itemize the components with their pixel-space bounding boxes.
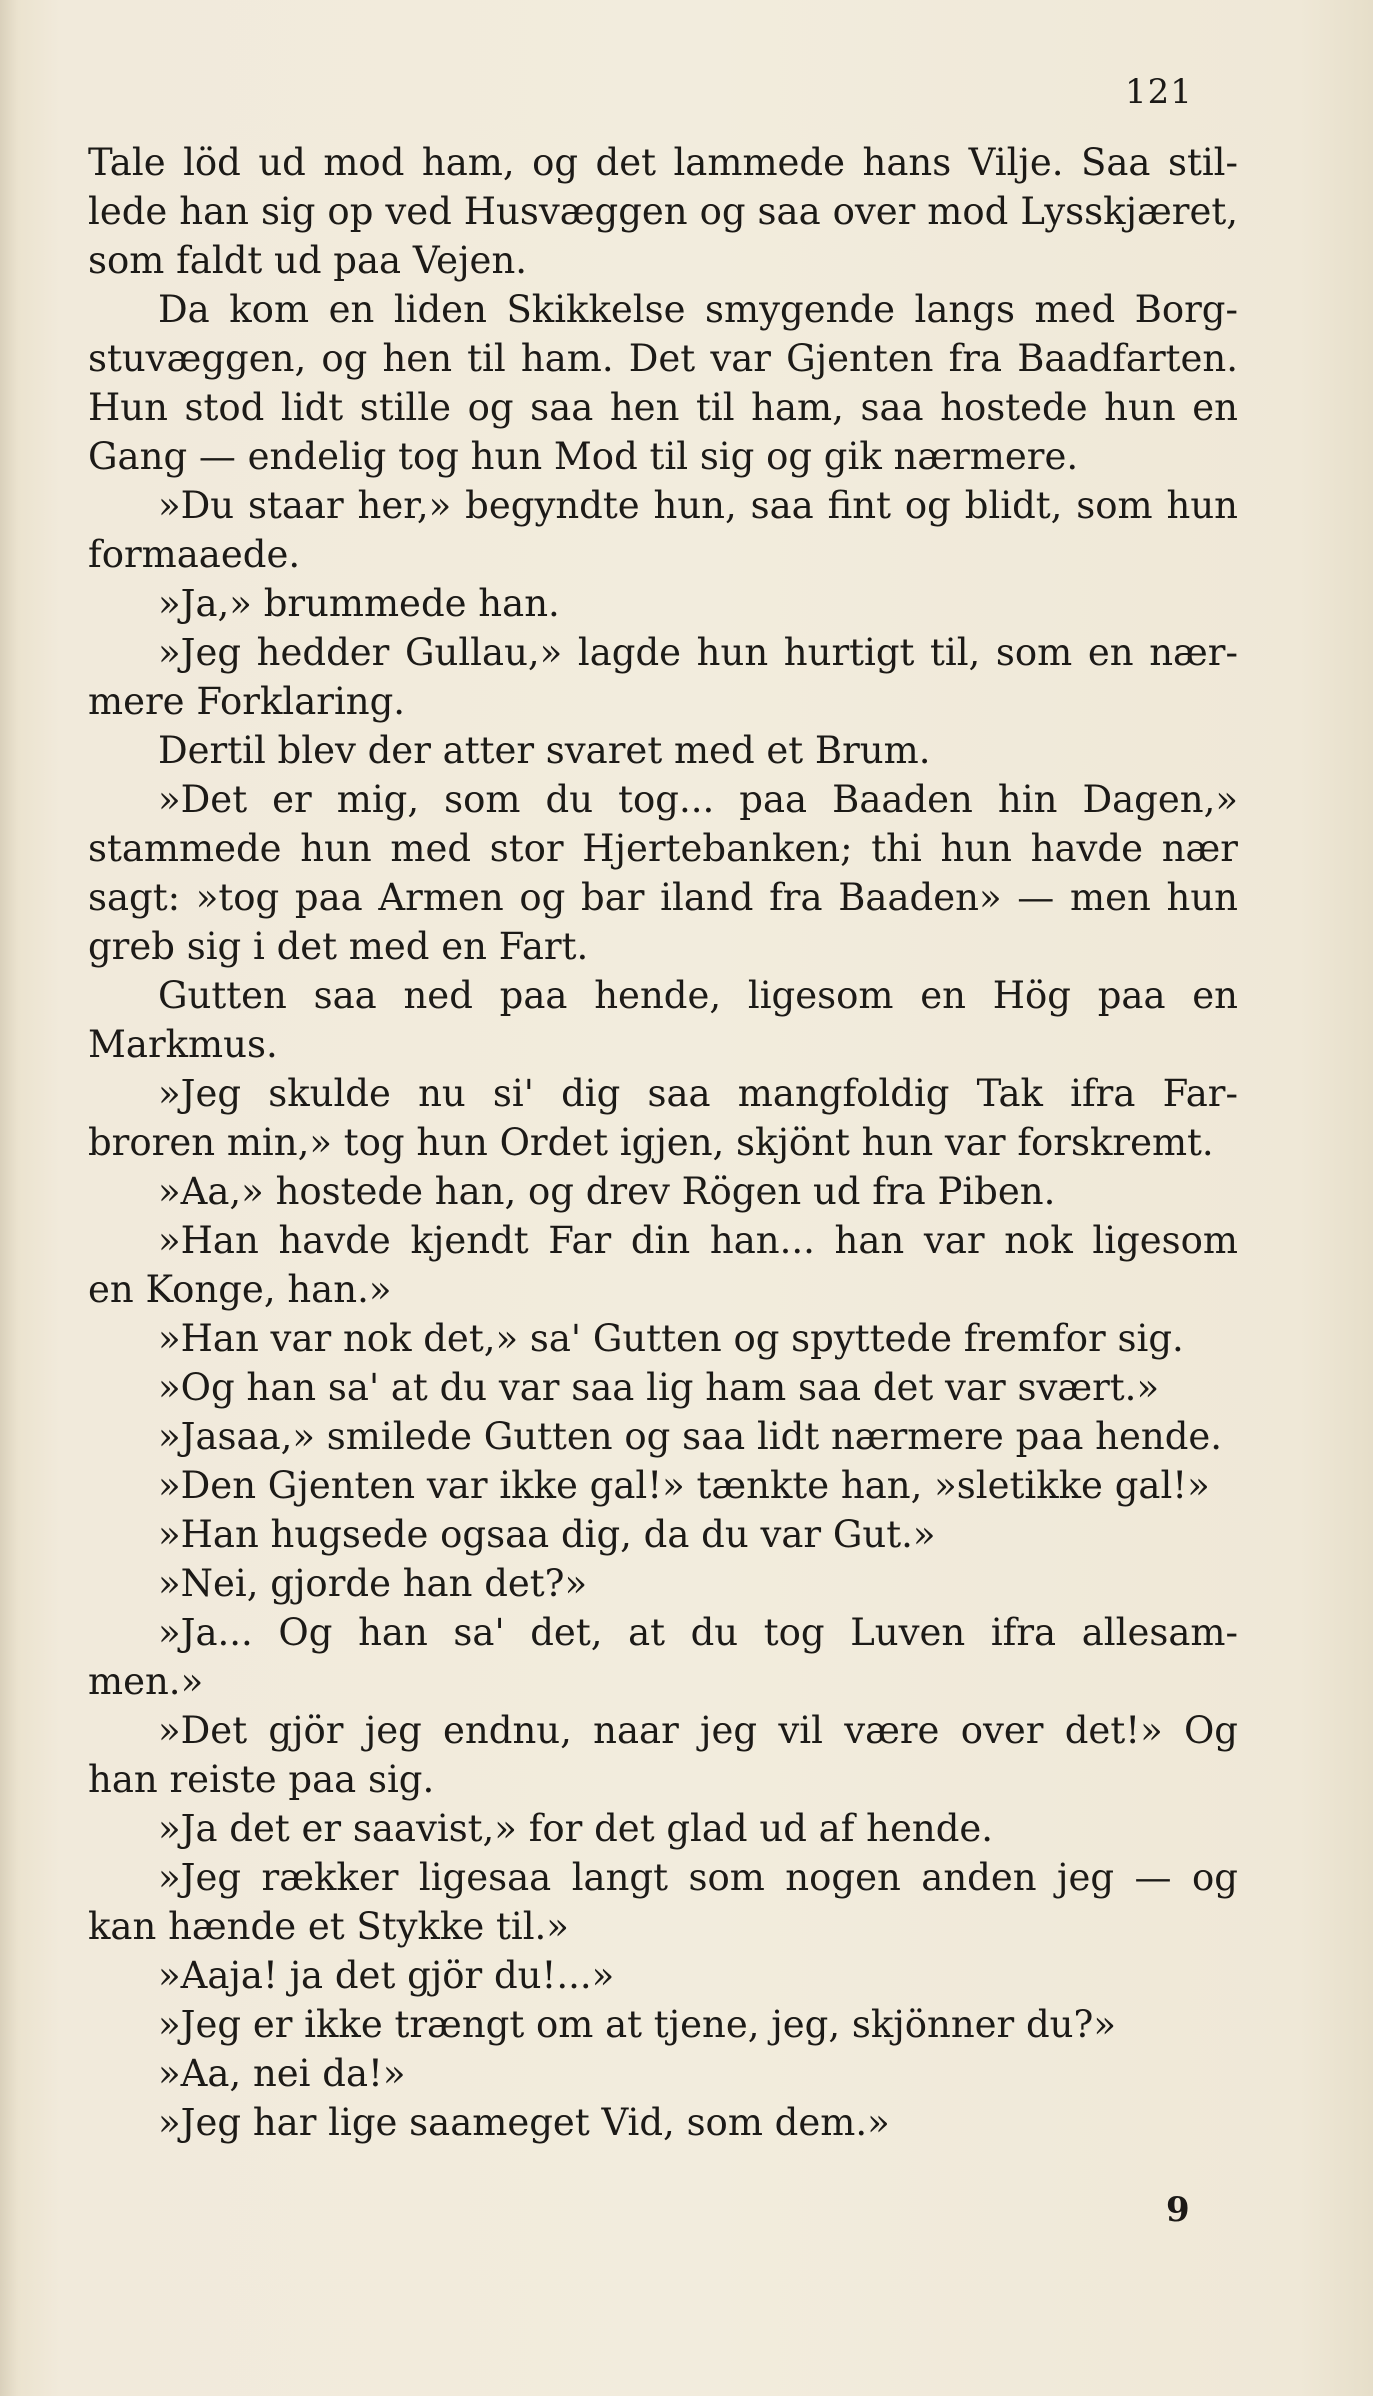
text-line: Da kom en liden Skikkelse smygende langs med Borg- <box>158 288 1238 331</box>
text-line: »Jeg hedder Gullau,» lagde hun hurtigt til, som en nær- <box>158 631 1238 674</box>
text-line: »Ja,» brummede han. <box>158 582 560 625</box>
text-line: »Ja det er saavist,» for det glad ud af hende. <box>158 1807 994 1850</box>
text-line: Markmus. <box>88 1023 278 1066</box>
text-line: formaaede. <box>88 533 301 576</box>
text-line: lede han sig op ved Husvæggen og saa over mod Lysskjæret, <box>88 190 1238 233</box>
text-line: »Aaja! ja det gjör du!...» <box>158 1954 615 1997</box>
text-line: stuvæggen, og hen til ham. Det var Gjenten fra Baadfarten. <box>88 337 1238 380</box>
text-line: »Aa, nei da!» <box>158 2052 406 2095</box>
text-line: som faldt ud paa Vejen. <box>88 239 528 282</box>
text-line: Hun stod lidt stille og saa hen til ham, saa hostede hun en <box>88 386 1238 429</box>
text-line: han reiste paa sig. <box>88 1758 435 1801</box>
text-line: »Du staar her,» begyndte hun, saa fint og blidt, som hun <box>158 484 1238 527</box>
text-line: »Jeg rækker ligesaa langt som nogen anden jeg — og <box>158 1856 1238 1899</box>
body-text <box>88 138 1238 2147</box>
text-line: »Jeg er ikke trængt om at tjene, jeg, skjönner du?» <box>158 2003 1116 2046</box>
text-line: »Jeg skulde nu si' dig saa mangfoldig Tak ifra Far- <box>158 1072 1238 1115</box>
text-line: en Konge, han.» <box>88 1268 392 1311</box>
text-line: Dertil blev der atter svaret med et Brum. <box>158 729 931 772</box>
page-number: 121 <box>1125 72 1193 112</box>
text-line: »Han hugsede ogsaa dig, da du var Gut.» <box>158 1513 936 1556</box>
text-line: »Jeg har lige saameget Vid, som dem.» <box>158 2101 890 2144</box>
text-line: »Aa,» hostede han, og drev Rögen ud fra Piben. <box>158 1170 1056 1213</box>
text-line: »Det gjör jeg endnu, naar jeg vil være over det!» Og <box>158 1709 1238 1752</box>
text-line: »Jasaa,» smilede Gutten og saa lidt nærmere paa hende. <box>158 1415 1223 1458</box>
text-line: »Nei, gjorde han det?» <box>158 1562 588 1605</box>
text-line: »Han var nok det,» sa' Gutten og spyttede fremfor sig. <box>158 1317 1184 1360</box>
signature-mark: 9 <box>1166 2190 1190 2230</box>
text-line: mere Forklaring. <box>88 680 406 723</box>
text-line: sagt: »tog paa Armen og bar iland fra Baaden» — men hun <box>88 876 1238 919</box>
text-line: Tale löd ud mod ham, og det lammede hans Vilje. Saa stil- <box>88 141 1238 184</box>
text-line: kan hænde et Stykke til.» <box>88 1905 569 1948</box>
text-line: Gang — endelig tog hun Mod til sig og gik nærmere. <box>88 435 1079 478</box>
text-line: men.» <box>88 1660 204 1703</box>
text-line: »Den Gjenten var ikke gal!» tænkte han, »sletikke gal!» <box>158 1464 1210 1507</box>
text-line: greb sig i det med en Fart. <box>88 925 589 968</box>
text-line: »Ja... Og han sa' det, at du tog Luven ifra allesam- <box>158 1611 1238 1654</box>
text-line: stammede hun med stor Hjertebanken; thi hun havde nær <box>88 827 1238 870</box>
text-line: Gutten saa ned paa hende, ligesom en Hög paa en <box>158 974 1238 1017</box>
text-line: »Det er mig, som du tog... paa Baaden hin Dagen,» <box>158 778 1238 821</box>
text-line: broren min,» tog hun Ordet igjen, skjönt hun var forskremt. <box>88 1121 1214 1164</box>
text-line: »Han havde kjendt Far din han... han var nok ligesom <box>158 1219 1238 1262</box>
text-line: »Og han sa' at du var saa lig ham saa det var svært.» <box>158 1366 1160 1409</box>
